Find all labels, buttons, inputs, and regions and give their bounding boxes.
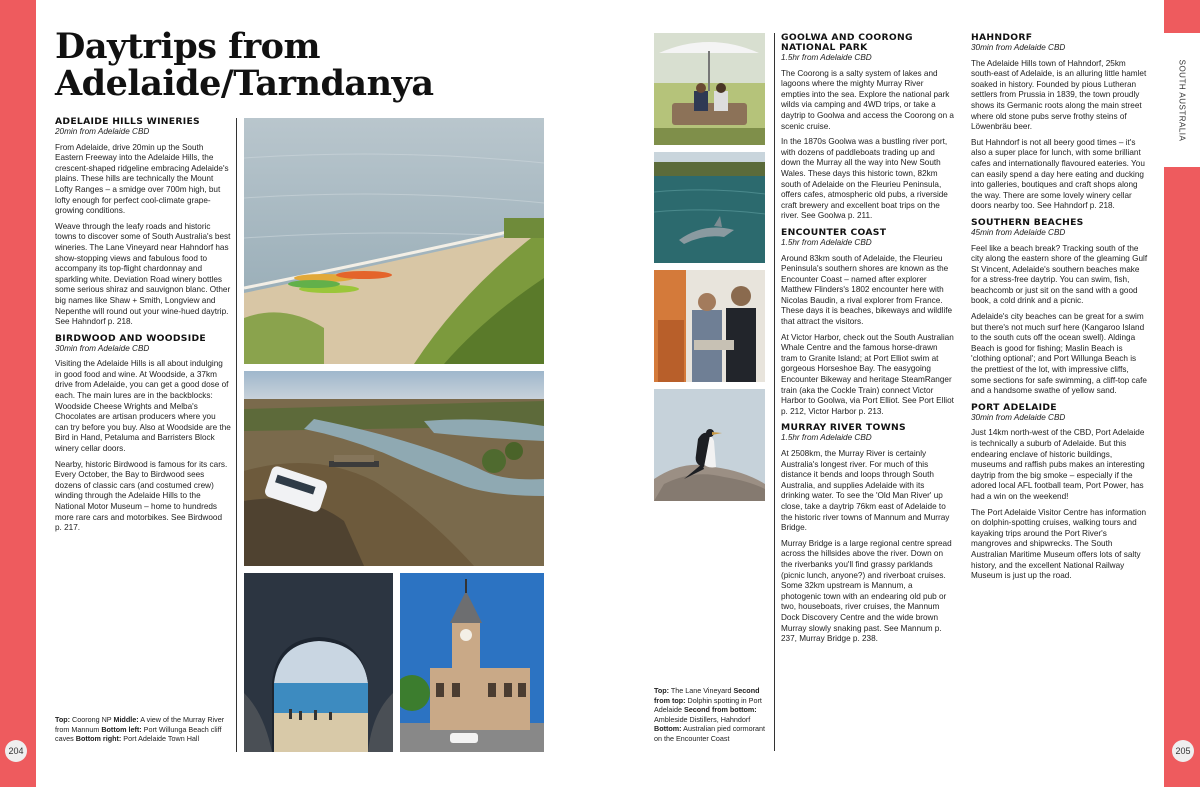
paragraph: Murray Bridge is a large regional centre spread across the hillsides above the river. Down on the riverbanks you'll find grassy parklands (picnic lunch, anyone?) and riverboat cruises. Some 32km upstream is Mannum, a photogenic town with an endearing old pub or two, houseboats, river cruises, the Mannum Dock Discovery Centre and the wide brown Murray slowly snaking past. See Mannum p. 237, Murray Bridge p. 238. <box>781 538 952 644</box>
paragraph: At 2508km, the Murray River is certainly Australia's longest river. For much of this distance it bends and loops through South Australia, and supplies Adelaide with its drinking water. To see the 'Old Man River' up close, take a daytrip 76km east of Adelaide to the historic river towns of Mannum and Murray Bridge. <box>781 449 950 533</box>
section-subtitle: 30min from Adelaide CBD <box>971 43 1066 52</box>
page-title: Daytrips from Adelaide/Tarndanya <box>55 26 434 104</box>
paragraph: In the 1870s Goolwa was a bustling river port, with dozens of paddleboats trading up and down the Murray all the way into New South Wales. These days this historic town, 82km south of Adelaide on the Fleurieu Peninsula, offers cafes, atmospheric old pubs, a riverside craft brewery and excellent boat trips on the river. See Goolwa p. 211. <box>781 137 948 221</box>
section-port-adelaide <box>971 403 1148 582</box>
section-subtitle: 1.5hr from Adelaide CBD <box>781 433 872 443</box>
section-heading: HAHNDORF <box>971 32 1033 43</box>
paragraph: Around 83km south of Adelaide, the Fleurieu Peninsula's southern shores are known as the Encounter Coast – named after explorer Matthew Flinders's 1802 encounter here with Nicolas Baudin, a rival explorer from France. These days it is beaches, bikeways and wildlife that attract the visitors. <box>781 253 953 327</box>
right-text-column-2 <box>971 33 1148 588</box>
photo-port-adelaide-town-hall <box>400 573 544 752</box>
photo-pied-cormorant <box>654 389 765 501</box>
paragraph: Nearby, historic Birdwood is famous for its cars. Every October, the Bay to Birdwood sees dozens of classic cars (and costumed crew) winding through the Adelaide Hills to the National Motor Museum – home to hundreds more rare cars and motorbikes. See Birdwood p. 217. <box>55 459 228 533</box>
paragraph: The Coorong is a salty system of lakes and lagoons where the mighty Murray River empties into the sea. Explore the national park wilds via camping and 4WD trips, or take a daytrip to Goolwa and access the Coorong on a scenic cruise. <box>781 68 954 131</box>
section-hahndorf <box>971 33 1148 212</box>
paragraph: The Port Adelaide Visitor Centre has information on dolphin-spotting cruises, walking tours and kayaking trips around the Port River's mangroves and shipwrecks. The South Australian Maritime Museum offers lots of salty history, and the excellent National Railway Museum is just up the road. <box>971 507 1147 581</box>
section-subtitle: 1.5hr from Adelaide CBD <box>781 237 872 247</box>
right-photo-caption: Top: The Lane Vineyard Second from top: Dolphin spotting in Port Adelaide Second from bottom: Ambleside Distillers, Hahndorf Bottom: Australian pied cormorant on the Encounter Coast <box>654 686 766 743</box>
section-heading: PORT ADELAIDE <box>971 401 1057 413</box>
photo-murray-river-mannum <box>244 371 544 566</box>
paragraph: Feel like a beach break? Tracking south of the city along the eastern shore of the gleaming Gulf St Vincent, Adelaide's southern beaches make for a stress-free daytrip. You can swim, fish, beachcomb or just sit on the sand with a good book, a cold drink and a picnic. <box>971 243 1148 306</box>
section-southern-beaches <box>971 218 1148 397</box>
page-number-left: 204 <box>5 740 27 762</box>
paragraph: Visiting the Adelaide Hills is all about indulging in good food and wine. At Woodside, a 37km drive from Adelaide, you can get a good dose of each. The main lures are in the backblocks: Woodside Cheese Wrights and Melba's Chocolates are artisan producers where you can try before you buy. Also at Woodside are the Bird in Hand, Petaluma and Barristers Block winery cellar doors. <box>55 359 231 454</box>
photo-dolphin-port-adelaide <box>654 152 765 263</box>
right-text-column-1 <box>781 33 954 651</box>
paragraph: The Adelaide Hills town of Hahndorf, 25km south-east of Adelaide, is an alluring little hamlet soaked in history. Founded by pious Lutheran settlers from Prussia in 1839, the town proudly shows its Germanic roots along the main street where old stone pubs serve frothy steins of Löwenbräu beer. <box>971 58 1147 132</box>
section-heading: ADELAIDE HILLS WINERIES <box>55 116 200 127</box>
section-subtitle: 1.5hr from Adelaide CBD <box>781 53 872 62</box>
section-subtitle: 45min from Adelaide CBD <box>971 227 1066 237</box>
paragraph: At Victor Harbor, check out the South Australian Whale Centre and the famous horse-drawn tram to Granite Island; at Port Elliot swim at gorgeous Horseshoe Bay. The easygoing Encounter Bikeway and heritage SteamRanger train (aka the Cockle Train) connect Victor Harbor to Goolwa, via Port Elliot. See Port Elliot p. 212, Victor Harbor p. 213. <box>781 332 954 416</box>
photo-coorong-np <box>244 118 544 364</box>
paragraph: But Hahndorf is not all beery good times – it's also a super place for lunch, with some brilliant cafes and internationally flavoured eateries. You can easily spend a day here eating and ducking into galleries, boutiques and craft shops along the way. There are some lovely winery cellar doors nearby too. See Hahndorf p. 218. <box>971 137 1145 211</box>
section-encounter-coast <box>781 228 954 418</box>
section-subtitle: 20min from Adelaide CBD <box>55 127 150 136</box>
left-page-edge <box>0 0 36 787</box>
paragraph: Adelaide's city beaches can be great for a swim but there's not much surf here (Kangaroo Island to the south cuts off the ocean swell). Aldinga Beach is good for fishing; Maslin Beach is 'clothing optional'; and Port Willunga Beach is the prettiest of the lot, with impressive cliffs, some sections for safe swimming, a cliff-top cafe and a handsome swathe of yellow sand. <box>971 312 1147 396</box>
section-subtitle: 30min from Adelaide CBD <box>971 412 1066 422</box>
section-goolwa-coorong <box>781 33 954 222</box>
section-murray-river-towns <box>781 423 954 644</box>
section-subtitle: 30min from Adelaide CBD <box>55 343 150 353</box>
left-text-column <box>55 117 231 540</box>
photo-ambleside-distillers <box>654 270 765 382</box>
section-heading: ENCOUNTER COAST <box>781 226 887 238</box>
photo-lane-vineyard <box>654 33 765 145</box>
section-heading: BIRDWOOD AND WOODSIDE <box>55 332 206 344</box>
section-heading: GOOLWA AND COORONG NATIONAL PARK <box>781 32 913 53</box>
paragraph: Just 14km north-west of the CBD, Port Adelaide is technically a suburb of Adelaide. But this endearing enclave of historic buildings, museums and raffish pubs makes an interesting daytrip from the big smoke – especially if the adored local AFL football team, Port Power, has had a win on the weekend! <box>971 428 1145 501</box>
left-photo-caption: Top: Coorong NP Middle: A view of the Murray River from Mannum Bottom left: Port Willunga Beach cliff caves Bottom right: Port Adelaide Town Hall <box>55 715 225 744</box>
section-side-tab: SOUTH AUSTRALIA <box>1177 59 1187 141</box>
column-divider <box>774 33 775 751</box>
paragraph: Weave through the leafy roads and historic towns to discover some of South Australia's best wineries. The Lane Vineyard near Hahndorf has show-stopping views and fabulous food to accompany its top-flight chardonnay and sparkling white. Deviation Road winery bottles some serious shiraz and sauvignon blanc. Other big names like Shaw + Smith, Longview and Nepenthe will round out your wine-hued daytrip. See Hahndorf p. 218. <box>55 221 231 327</box>
section-adelaide-hills-wineries <box>55 117 231 328</box>
section-birdwood-woodside <box>55 334 231 534</box>
photo-port-willunga-caves <box>244 573 393 752</box>
paragraph: From Adelaide, drive 20min up the South Eastern Freeway into the Adelaide Hills, the crescent-shaped ridgeline embracing Adelaide's plains. These hills are technically the Mount Lofty Ranges – a smidge over 700m high, but lofty enough for perfect cool-climate grape-growing conditions. <box>55 142 229 216</box>
section-heading: SOUTHERN BEACHES <box>971 216 1084 228</box>
right-page <box>600 0 1200 787</box>
section-heading: MURRAY RIVER TOWNS <box>781 422 906 434</box>
page-number-right: 205 <box>1172 740 1194 762</box>
column-divider <box>236 118 237 752</box>
